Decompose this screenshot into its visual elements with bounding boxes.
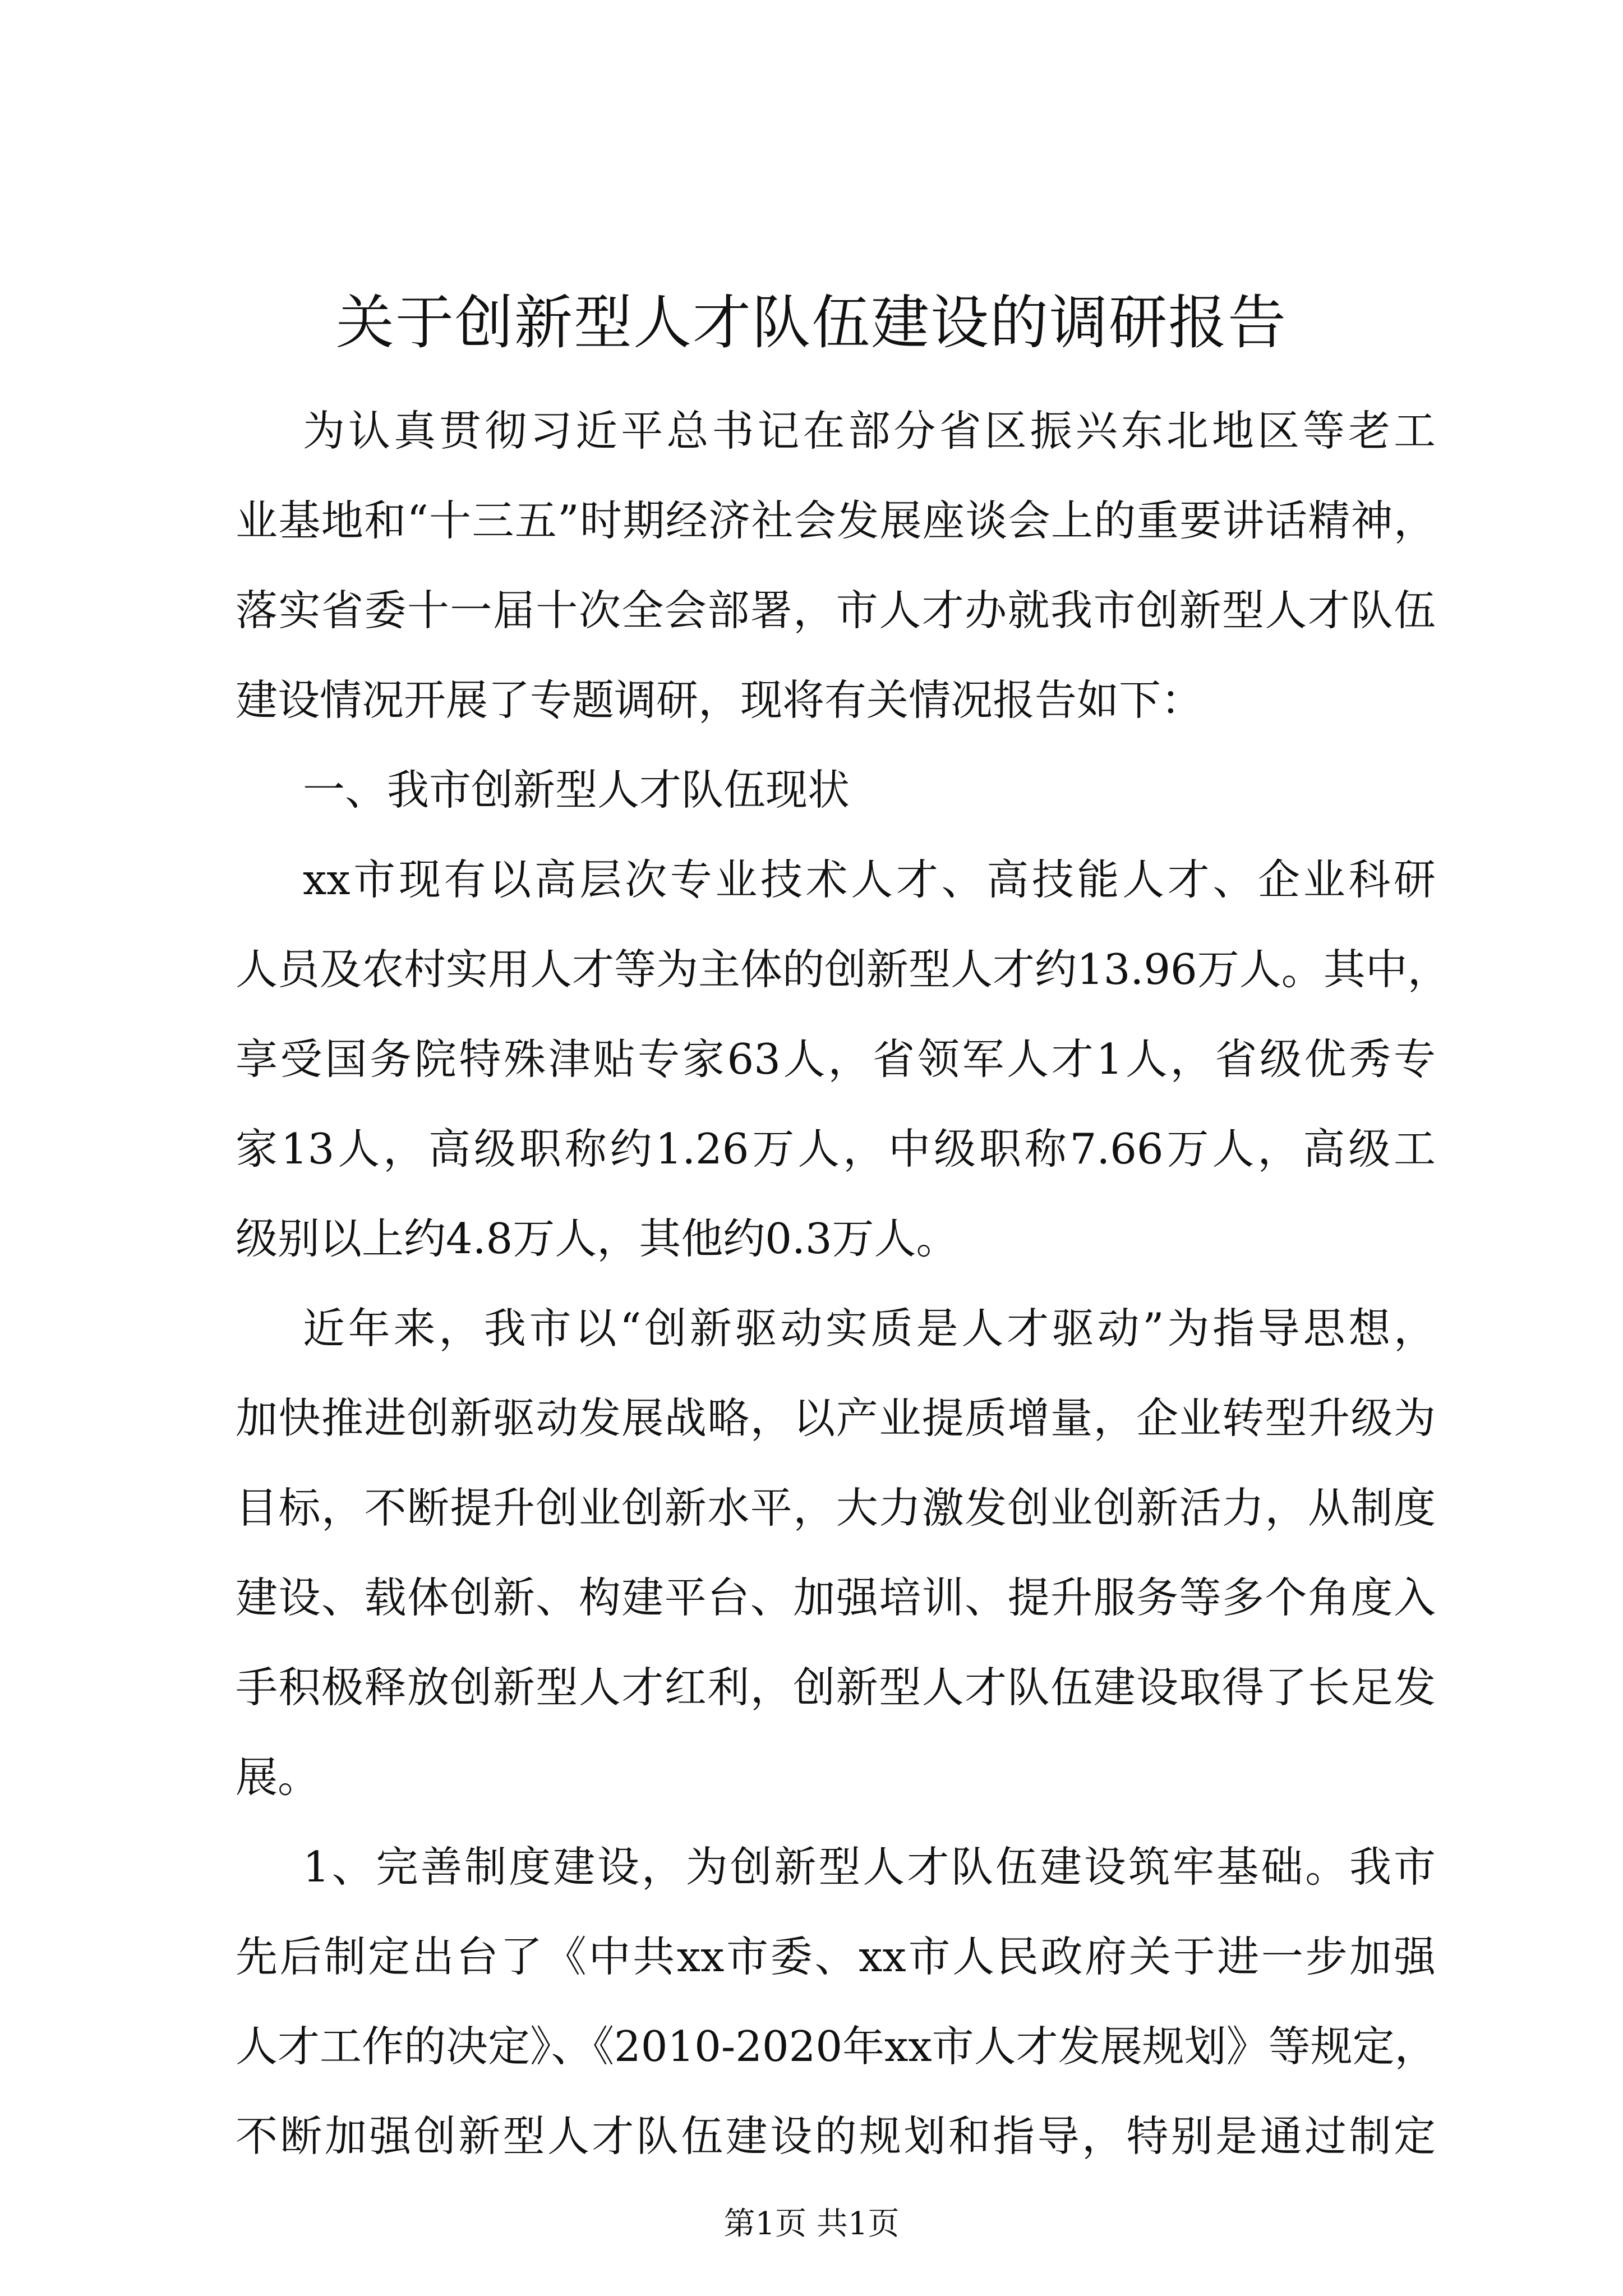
paragraph-4-line-1: 1、完善制度建设，为创新型人才队伍建设筑牢基础。我市 [303, 1842, 1436, 1892]
paragraph-3-line-4: 建设、载体创新、构建平台、加强培训、提升服务等多个角度入 [236, 1573, 1436, 1622]
paragraph-1-line-3: 落实省委十一届十次全会部署，市人才办就我市创新型人才队伍 [236, 586, 1436, 635]
paragraph-2-line-3: 享受国务院特殊津贴专家63人，省领军人才1人，省级优秀专 [236, 1034, 1436, 1084]
paragraph-3-line-3: 目标，不断提升创业创新水平，大力激发创业创新活力，从制度 [236, 1483, 1436, 1533]
paragraph-4-line-3: 人才工作的决定》、《2010-2020年xx市人才发展规划》等规定， [236, 2022, 1437, 2071]
paragraph-2-line-4: 家13人，高级职称约1.26万人，中级职称7.66万人，高级工 [236, 1124, 1436, 1174]
paragraph-1-line-1: 为认真贯彻习近平总书记在部分省区振兴东北地区等老工 [303, 406, 1436, 455]
paragraph-4-line-4: 不断加强创新型人才队伍建设的规划和指导，特别是通过制定 [236, 2111, 1436, 2161]
section-heading-1: 一、我市创新型人才队伍现状 [303, 765, 850, 815]
paragraph-3-line-6: 展。 [236, 1752, 320, 1802]
paragraph-2-line-5: 级别以上约4.8万人，其他约0.3万人。 [236, 1214, 958, 1263]
page-footer: 第1页 共1页 [723, 2206, 900, 2242]
paragraph-3-line-5: 手积极释放创新型人才红利，创新型人才队伍建设取得了长足发 [236, 1663, 1436, 1712]
paragraph-4-line-2: 先后制定出台了《中共xx市委、xx市人民政府关于进一步加强 [236, 1932, 1436, 1981]
paragraph-2-line-2: 人员及农村实用人才等为主体的创新型人才约13.96万人。其中， [236, 945, 1450, 994]
document-title: 关于创新型人才队伍建设的调研报告 [335, 288, 1287, 357]
paragraph-1-line-4: 建设情况开展了专题调研，现将有关情况报告如下： [236, 675, 1204, 725]
paragraph-3-line-2: 加快推进创新驱动发展战略，以产业提质增量，企业转型升级为 [236, 1393, 1436, 1443]
paragraph-1-line-2: 业基地和“十三五”时期经济社会发展座谈会上的重要讲话精神， [236, 496, 1436, 545]
paragraph-3-line-1: 近年来，我市以“创新驱动实质是人才驱动”为指导思想， [303, 1304, 1436, 1353]
paragraph-2-line-1: xx市现有以高层次专业技术人才、高技能人才、企业科研 [303, 855, 1436, 904]
